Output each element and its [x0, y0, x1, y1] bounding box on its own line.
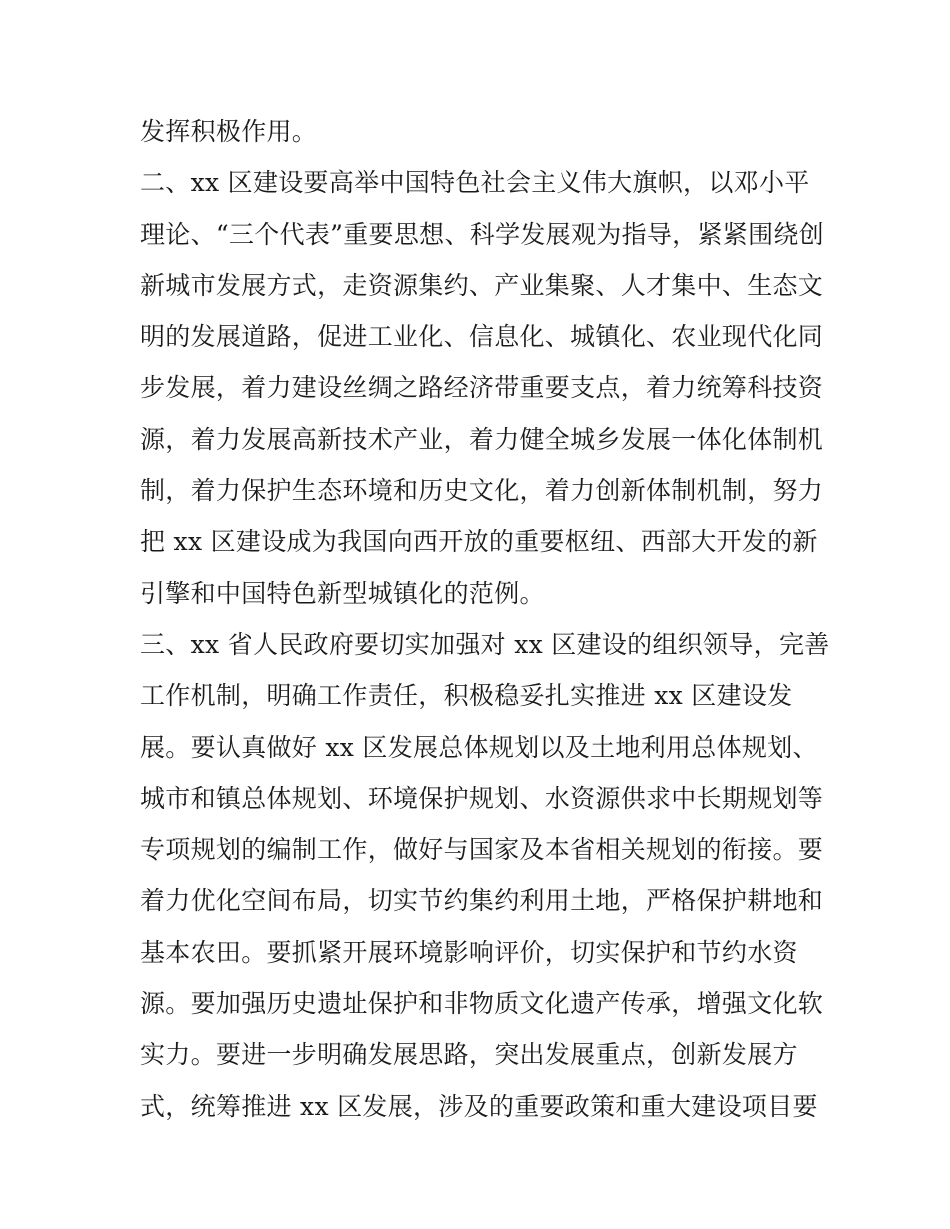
text-line: 实力。要进一步明确发展思路，突出发展重点，创新发展方 [140, 1040, 798, 1070]
text-line: 二、xx 区建设要高举中国特色社会主义伟大旗帜，以邓小平 [140, 168, 810, 198]
text-line: 基本农田。要抓紧开展环境影响评价，切实保护和节约水资 [140, 937, 798, 967]
document-body [140, 106, 840, 1132]
text-line: 理论、“三个代表”重要思想、科学发展观为指导，紧紧围绕创 [140, 219, 824, 249]
text-line: 式，统筹推进 xx 区发展，涉及的重要政策和重大建设项目要 [140, 1091, 818, 1121]
text-line: 工作机制，明确工作责任，积极稳妥扎实推进 xx 区建设发 [140, 681, 793, 711]
text-line: 步发展，着力建设丝绸之路经济带重要支点，着力统筹科技资 [140, 373, 824, 403]
text-line: 三、xx 省人民政府要切实加强对 xx 区建设的组织领导，完善 [140, 629, 830, 659]
text-line: 制，着力保护生态环境和历史文化，着力创新体制机制，努力 [140, 476, 824, 506]
text-line: 专项规划的编制工作，做好与国家及本省相关规划的衔接。要 [140, 835, 824, 865]
text-line: 源。要加强历史遗址保护和非物质文化遗产传承，增强文化软 [140, 989, 824, 1019]
text-line: 城市和镇总体规划、环境保护规划、水资源供求中长期规划等 [140, 783, 824, 813]
text-line: 把 xx 区建设成为我国向西开放的重要枢纽、西部大开发的新 [140, 527, 818, 557]
text-line: 源，着力发展高新技术产业，着力健全城乡发展一体化体制机 [140, 424, 824, 454]
text-line: 明的发展道路，促进工业化、信息化、城镇化、农业现代化同 [140, 322, 824, 352]
text-line: 展。要认真做好 xx 区发展总体规划以及土地利用总体规划、 [140, 732, 818, 762]
text-line: 发挥积极作用。 [140, 117, 318, 146]
text-line: 着力优化空间布局，切实节约集约利用土地，严格保护耕地和 [140, 886, 824, 916]
text-line: 新城市发展方式，走资源集约、产业集聚、人才集中、生态文 [140, 270, 824, 300]
text-line: 引擎和中国特色新型城镇化的范例。 [140, 578, 545, 608]
